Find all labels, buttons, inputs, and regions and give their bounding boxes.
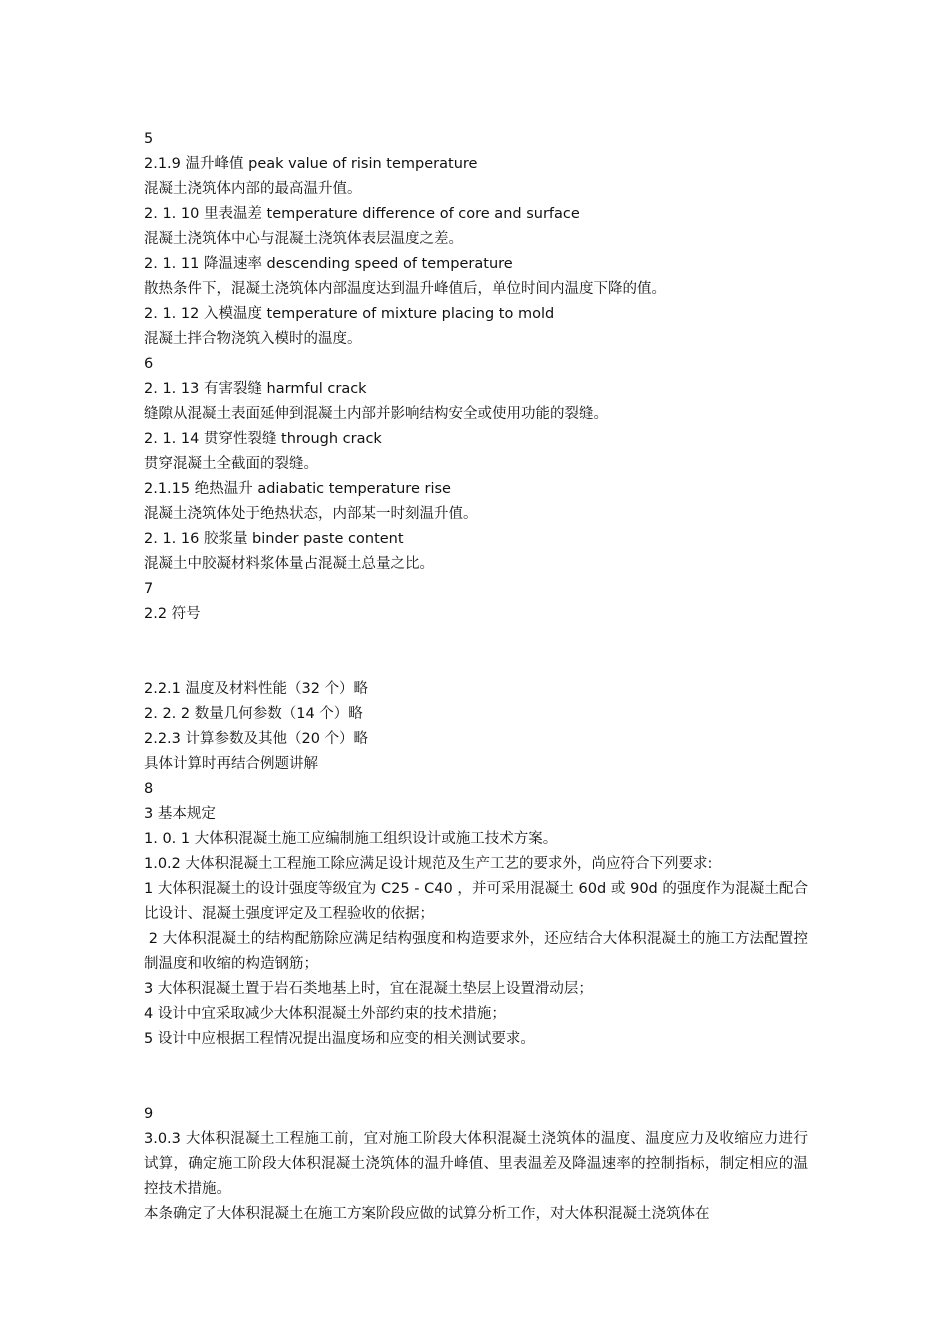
- term-definition: 混凝土浇筑体内部的最高温升值。: [144, 181, 362, 197]
- page-number: 8: [144, 781, 154, 797]
- spacer: [144, 627, 808, 677]
- page-number: 9: [144, 1106, 154, 1122]
- symbol-item: 2. 2. 2 数量几何参数（14 个）略: [144, 706, 363, 722]
- page-number: 7: [144, 581, 154, 597]
- term-definition: 混凝土浇筑体中心与混凝土浇筑体表层温度之差。: [144, 231, 463, 247]
- term-heading: 2. 1. 16 胶浆量 binder paste content: [144, 531, 404, 547]
- commentary-text: 本条确定了大体积混凝土在施工方案阶段应做的试算分析工作，对大体积混凝土浇筑体在: [144, 1206, 710, 1222]
- clause-item: 1 大体积混凝土的设计强度等级宜为 C25 - C40 ，并可采用混凝土 60d 或 90d 的强度作为混凝土配合比设计、混凝土强度评定及工程验收的依据；: [144, 881, 808, 922]
- clause-text: 1. 0. 1 大体积混凝土施工应编制施工组织设计或施工技术方案。: [144, 831, 558, 847]
- clause-text: 1.0.2 大体积混凝土工程施工除应满足设计规范及生产工艺的要求外，尚应符合下列要求:: [144, 856, 713, 872]
- page-number: 5: [144, 131, 154, 147]
- term-definition: 混凝土拌合物浇筑入模时的温度。: [144, 331, 362, 347]
- term-definition: 混凝土中胶凝材料浆体量占混凝土总量之比。: [144, 556, 434, 572]
- note-text: 具体计算时再结合例题讲解: [144, 756, 318, 772]
- term-definition: 缝隙从混凝土表面延伸到混凝土内部并影响结构安全或使用功能的裂缝。: [144, 406, 608, 422]
- term-heading: 2.1.9 温升峰值 peak value of risin temperature: [144, 156, 478, 172]
- term-definition: 散热条件下，混凝土浇筑体内部温度达到温升峰值后，单位时间内温度下降的值。: [144, 281, 666, 297]
- section-heading: 2.2 符号: [144, 606, 201, 622]
- symbol-item: 2.2.1 温度及材料性能（32 个）略: [144, 681, 369, 697]
- term-definition: 贯穿混凝土全截面的裂缝。: [144, 456, 318, 472]
- clause-item: 3 大体积混凝土置于岩石类地基上时，宜在混凝土垫层上设置滑动层；: [144, 981, 593, 997]
- document-body: [144, 127, 808, 1227]
- page-number: 6: [144, 356, 154, 372]
- section-heading: 3 基本规定: [144, 806, 216, 822]
- term-heading: 2. 1. 11 降温速率 descending speed of temperature: [144, 256, 513, 272]
- term-heading: 2.1.15 绝热温升 adiabatic temperature rise: [144, 481, 451, 497]
- spacer: [144, 1052, 808, 1102]
- term-heading: 2. 1. 12 入模温度 temperature of mixture placing to mold: [144, 306, 555, 322]
- clause-text: 3.0.3 大体积混凝土工程施工前，宜对施工阶段大体积混凝土浇筑体的温度、温度应力及收缩应力进行试算，确定施工阶段大体积混凝土浇筑体的温升峰值、里表温差及降温速率的控制指标，制定相应的温控技术措施。: [144, 1131, 808, 1197]
- clause-item: 5 设计中应根据工程情况提出温度场和应变的相关测试要求。: [144, 1031, 535, 1047]
- term-heading: 2. 1. 10 里表温差 temperature difference of core and surface: [144, 206, 580, 222]
- clause-item: 4 设计中宜采取减少大体积混凝土外部约束的技术措施；: [144, 1006, 506, 1022]
- term-definition: 混凝土浇筑体处于绝热状态，内部某一时刻温升值。: [144, 506, 478, 522]
- term-heading: 2. 1. 13 有害裂缝 harmful crack: [144, 381, 367, 397]
- clause-item: 2 大体积混凝土的结构配筋除应满足结构强度和构造要求外，还应结合大体积混凝土的施工方法配置控制温度和收缩的构造钢筋；: [144, 931, 808, 972]
- symbol-item: 2.2.3 计算参数及其他（20 个）略: [144, 731, 369, 747]
- term-heading: 2. 1. 14 贯穿性裂缝 through crack: [144, 431, 382, 447]
